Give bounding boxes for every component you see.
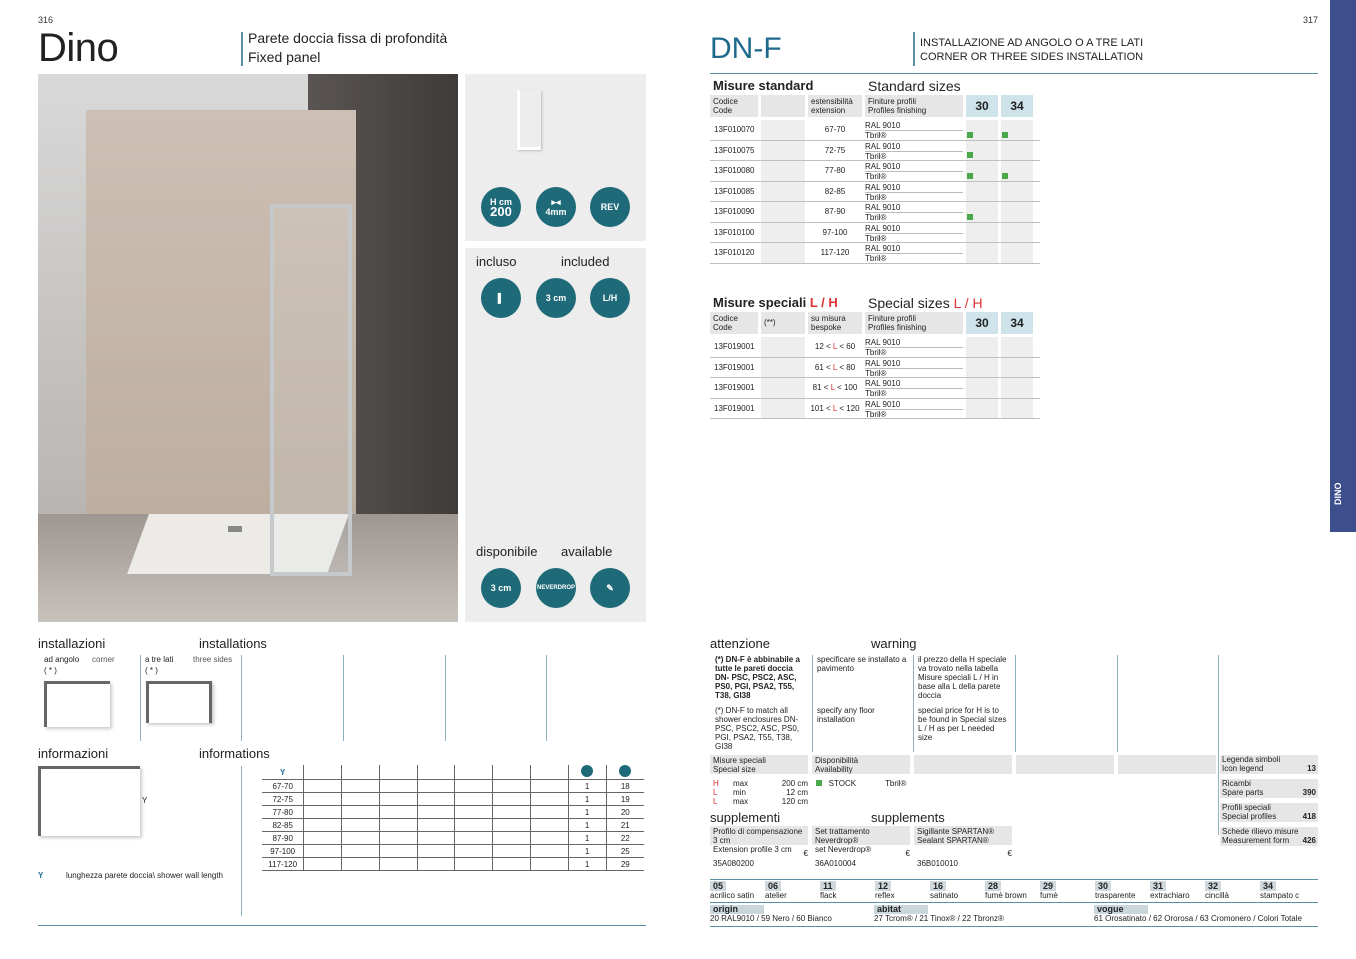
standard-row: 13F010090 87-90 RAL 9010 Tbril® <box>710 202 1040 223</box>
supplements-label: supplements <box>871 810 945 825</box>
finish-item: 06 atelier <box>765 881 787 900</box>
info-table-row: 87-90 1 22 <box>262 832 644 845</box>
special-size-values: H max 200 cm L min 12 cm L max 120 cm <box>713 779 808 806</box>
warning-1-it: (*) DN-F è abbinabile a tutte le pareti doccia DN- PSC, PSC2, ASC, PS0, PGI, PSA2, T55, T38, GI38 <box>715 655 800 700</box>
three-note: ( * ) <box>145 666 158 675</box>
info-table-row: 72-75 1 19 <box>262 793 644 806</box>
informations-label: informations <box>199 746 270 761</box>
warning-2-it: specificare se installato a pavimento <box>817 655 907 673</box>
standard-title-it: Misure standard <box>713 78 814 93</box>
special-row: 13F019001 61 < L < 80 RAL 9010 Tbril® <box>710 358 1040 379</box>
available-mark <box>967 152 973 158</box>
legend-column <box>1220 755 1318 851</box>
page-number-right: 317 <box>1303 15 1319 25</box>
finish-item: 30 trasparente <box>1095 881 1136 900</box>
disponibile-label: disponibile <box>476 544 538 559</box>
three-it: a tre lati <box>145 655 174 664</box>
weight-icon <box>581 765 593 777</box>
legend-entry[interactable]: Profili speciali Special profiles 418 <box>1222 803 1316 821</box>
incluso-label: incluso <box>476 254 517 269</box>
informazioni-label: informazioni <box>38 746 109 761</box>
availability-values: STOCK <box>816 779 856 788</box>
special-row: 13F019001 81 < L < 100 RAL 9010 Tbril® <box>710 378 1040 399</box>
installazioni-label: installazioni <box>38 636 106 651</box>
supplement-item: Sigillante SPARTAN® Sealant SPARTAN® € 36B010010 <box>914 826 1012 868</box>
neverdrop-icon: NEVERDROP <box>536 568 576 608</box>
standard-row: 13F010120 117-120 RAL 9010 Tbril® <box>710 243 1040 264</box>
info-table-row: 97-100 1 25 <box>262 845 644 858</box>
available-label: available <box>561 544 613 559</box>
availability-tbril: Tbril® <box>885 779 907 788</box>
availability-header: Disponibilità Availability <box>812 755 910 774</box>
legend-entry[interactable]: Schede rilievo misure Measurement form 426 <box>1222 827 1316 845</box>
side-tab: DINO <box>1330 0 1356 532</box>
finish-item: 12 reflex <box>875 881 895 900</box>
extension-3cm-icon-2: 3 cm <box>481 568 521 608</box>
colour-group: origin 20 RAL9010 / 59 Nero / 60 Bianco <box>710 904 832 923</box>
three-sides-diagram <box>146 681 212 723</box>
profile-icon: ▌ <box>481 278 521 318</box>
extension-3cm-icon: 3 cm <box>536 278 576 318</box>
available-mark <box>1002 173 1008 179</box>
corner-note: ( * ) <box>44 666 57 675</box>
colour-group: vogue 61 Orosatinato / 62 Ororosa / 63 Cromonero / Colori Totale <box>1094 904 1302 923</box>
warning-3-en: special price for H is to be found in Special sizes L / H as per L needed size <box>918 706 1007 742</box>
corner-it: ad angolo <box>44 655 80 664</box>
special-title-it: Misure speciali L / H <box>713 295 838 310</box>
legend-y-text: lunghezza parete doccia\ shower wall length <box>66 871 223 880</box>
corner-diagram <box>44 681 110 727</box>
supplement-item: Set trattamento Neverdrop® set Neverdrop® € 36A010004 <box>812 826 910 868</box>
lh-bespoke-icon: L/H <box>590 278 630 318</box>
subtitle-en: Fixed panel <box>248 49 321 65</box>
product-title: Dino <box>38 26 119 70</box>
standard-row: 13F010070 67-70 RAL 9010 Tbril® <box>710 120 1040 141</box>
supplementi-label: supplementi <box>710 810 781 825</box>
standard-table: Codice Code estensibilità extension Finiture profili Profiles finishing 30 34 13F010070 67-70 RAL 9010 Tbril® 13F010075 72-75 RAL 9010 Tbril® 13F010080 77-80 RAL 9010 Tbril® 13F010085 82-85 RAL 9010 Tbril® 13F010090 87-90 RAL 9010 Tbril® 13F010100 97-100 RAL 9010 Tbril® 13F010120 117-120 RAL 9010 Tbril® <box>710 95 1040 264</box>
finish-item: 16 satinato <box>930 881 959 900</box>
special-row: 13F019001 12 < L < 60 RAL 9010 Tbril® <box>710 337 1040 358</box>
finishes-row <box>710 882 1318 900</box>
finish-item: 29 fumè <box>1040 881 1058 900</box>
info-diagram <box>38 766 140 836</box>
info-table: Y 67-70 1 18 72-75 1 19 77-80 1 20 82-85 1 21 87-90 1 22 97-100 1 25 117-120 1 29 <box>262 765 644 871</box>
standard-row: 13F010100 97-100 RAL 9010 Tbril® <box>710 223 1040 244</box>
special-size-header: Misure speciali Special size <box>710 755 808 774</box>
available-mark <box>1002 132 1008 138</box>
three-en: three sides <box>193 655 233 664</box>
available-mark <box>967 214 973 220</box>
warning-2-en: specify any floor installation <box>817 706 875 724</box>
product-photo <box>38 74 458 622</box>
finish-item: 05 acrilico satin <box>710 881 755 900</box>
standard-row: 13F010085 82-85 RAL 9010 Tbril® <box>710 182 1040 203</box>
special-row: 13F019001 101 < L < 120 RAL 9010 Tbril® <box>710 399 1040 420</box>
subtitle-it: Parete doccia fissa di profondità <box>248 30 448 46</box>
legend-y: Y <box>38 871 44 880</box>
warning-label: warning <box>871 636 917 651</box>
installations-label: installations <box>199 636 267 651</box>
warning-1-en: (*) DN-F to match all shower enclosures DN- PSC, PSC2, ASC, PS0, PGI, PSA2, T55, T38, GI38 <box>715 706 800 751</box>
standard-row: 13F010075 72-75 RAL 9010 Tbril® <box>710 141 1040 162</box>
supplement-item: Profilo di compensazione 3 cm Extension profile 3 cm € 35A080200 <box>710 826 808 868</box>
glass-thickness-icon: ▸◂ 4mm <box>536 187 576 227</box>
available-mark <box>967 173 973 179</box>
info-table-row: 82-85 1 21 <box>262 819 644 832</box>
install-en: CORNER OR THREE SIDES INSTALLATION <box>920 51 1144 63</box>
product-sketch <box>517 90 541 150</box>
special-title-en: Special sizes L / H <box>868 295 983 311</box>
finish-item: 31 extrachiaro <box>1150 881 1190 900</box>
standard-row: 13F010080 77-80 RAL 9010 Tbril® <box>710 161 1040 182</box>
included-available-box <box>465 248 646 622</box>
finish-item: 28 fumè brown <box>985 881 1027 900</box>
special-table: Codice Code (**) su misura bespoke Finiture profili Profiles finishing 30 34 13F019001 12 < L < 60 RAL 9010 Tbril® 13F019001 61 < L < 80 RAL 9010 Tbril® 13F019001 81 < L < 100 RAL 9010 Tbril® 13F019001 101 < L < 120 RAL 9010 Tbril® <box>710 312 1040 419</box>
colours-row <box>710 905 1318 927</box>
finish-item: 34 stampato c <box>1260 881 1300 900</box>
colour-group: abitat 27 Tcrom® / 21 Tinox® / 22 Tbronz® <box>874 904 1004 923</box>
standard-title-en: Standard sizes <box>868 78 961 94</box>
attenzione-label: attenzione <box>710 636 770 651</box>
corner-en: corner <box>92 655 115 664</box>
mass-icon <box>619 765 631 777</box>
features-box <box>465 74 646 241</box>
height-icon: H cm 200 <box>481 187 521 227</box>
cleaning-icon: ✎ <box>590 568 630 608</box>
install-it: INSTALLAZIONE AD ANGOLO O A TRE LATI <box>920 37 1144 49</box>
warning-3-it: il prezzo della H speciale va trovato nella tabella Misure speciali L / H in base alla L della parete doccia <box>918 655 1007 700</box>
finish-item: 32 cincillà <box>1205 881 1230 900</box>
included-label: included <box>561 254 610 269</box>
info-y-label: Y <box>142 796 148 805</box>
finish-item: 11 flack <box>820 881 837 900</box>
info-table-row: 67-70 1 18 <box>262 780 644 793</box>
legend-entry[interactable]: Ricambi Spare parts 390 <box>1222 779 1316 797</box>
legend-entry[interactable]: Legenda simboli Icon legend 13 <box>1222 755 1316 773</box>
reversible-icon: REV <box>590 187 630 227</box>
available-mark <box>967 132 973 138</box>
info-table-row: 77-80 1 20 <box>262 806 644 819</box>
page-number-left: 316 <box>38 15 54 25</box>
product-code: DN-F <box>710 32 782 65</box>
info-table-row: 117-120 1 29 <box>262 858 644 871</box>
